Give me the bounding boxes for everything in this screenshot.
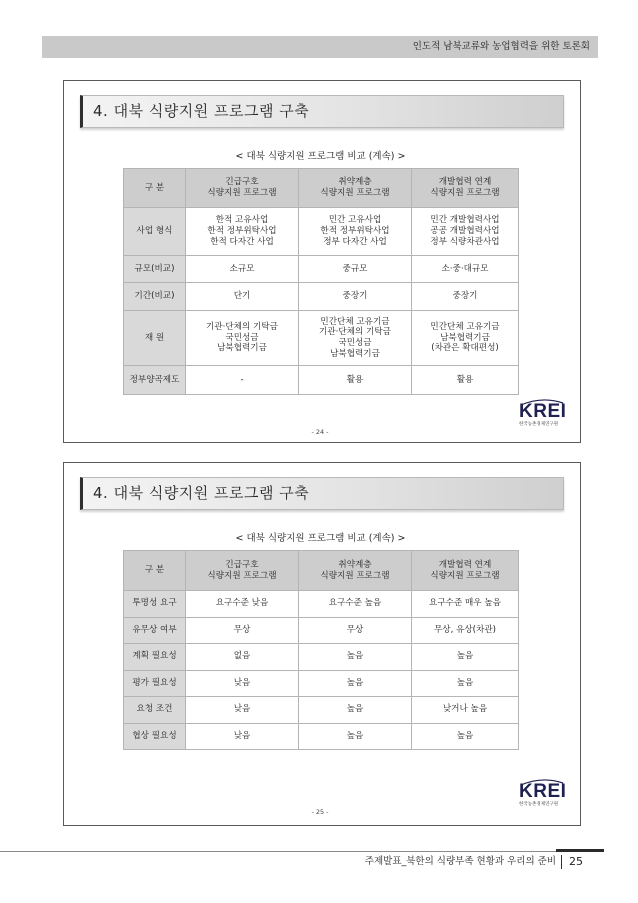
table-cell: 높음	[299, 697, 412, 724]
table-cell: 민간 개발협력사업 공공 개발협력사업 정부 식량차관사업	[412, 208, 519, 256]
table-cell: 요구수준 매우 높음	[412, 591, 519, 618]
column-header: 구 분	[124, 169, 186, 208]
row-label: 계획 필요성	[124, 644, 186, 671]
slide-page-number: - 25 -	[311, 808, 329, 816]
table-cell: 활용	[412, 366, 519, 395]
slide-title: 4. 대북 식량지원 프로그램 구축	[93, 484, 310, 502]
table-cell: 소규모	[186, 256, 299, 283]
krei-logo	[519, 782, 567, 808]
slide-title: 4. 대북 식량지원 프로그램 구축	[93, 102, 310, 120]
column-header: 긴급구호 식량지원 프로그램	[186, 169, 299, 208]
comparison-table	[123, 550, 519, 750]
logo-swoosh-icon	[519, 398, 565, 406]
comparison-table	[123, 168, 519, 395]
table-cell: 없음	[186, 644, 299, 671]
table-cell: 기관·단체의 기탁금 국민성금 남북협력기금	[186, 311, 299, 366]
table-cell: 높음	[299, 670, 412, 697]
table-header-row	[124, 169, 519, 208]
column-header: 취약계층 식량지원 프로그램	[299, 169, 412, 208]
footer-title: 주제발표_북한의 식량부족 현황과 우리의 준비	[364, 856, 556, 867]
slide-title-bar	[80, 95, 564, 128]
table-cell: 요구수준 높음	[299, 591, 412, 618]
table-cell: 높음	[299, 644, 412, 671]
column-header: 긴급구호 식량지원 프로그램	[186, 551, 299, 591]
table-row	[124, 670, 519, 697]
table-row	[124, 311, 519, 366]
table-cell: 중장기	[299, 283, 412, 311]
row-label: 기간(비교)	[124, 283, 186, 311]
column-header: 구 분	[124, 551, 186, 591]
krei-logo	[519, 402, 567, 428]
table-row	[124, 617, 519, 644]
table-cell: 낮음	[186, 723, 299, 750]
row-label: 평가 필요성	[124, 670, 186, 697]
slide-page-number: - 24 -	[311, 428, 329, 436]
table-cell: 중장기	[412, 283, 519, 311]
column-header: 개발협력 연계 식량지원 프로그램	[412, 551, 519, 591]
table-cell: 높음	[299, 723, 412, 750]
row-label: 요청 조건	[124, 697, 186, 724]
table-cell: 낮음	[186, 697, 299, 724]
row-label: 재 원	[124, 311, 186, 366]
logo-swoosh-icon	[519, 778, 565, 786]
table-row	[124, 366, 519, 395]
table-row	[124, 591, 519, 618]
row-label: 정부양곡제도	[124, 366, 186, 395]
logo-text: KREI	[519, 401, 567, 422]
running-header-title: 인도적 남북교류와 농업협력을 위한 토론회	[412, 41, 590, 52]
footer-page-number: 25	[569, 855, 583, 868]
table-cell: 민간 고유사업 한적 정부위탁사업 정부 다자간 사업	[299, 208, 412, 256]
table-cell: 민간단체 고유기금 기관·단체의 기탁금 국민성금 남북협력기금	[299, 311, 412, 366]
table-cell: -	[186, 366, 299, 395]
table-caption: < 대북 식량지원 프로그램 비교 (계속) >	[235, 151, 406, 162]
row-label: 규모(비교)	[124, 256, 186, 283]
table-row	[124, 283, 519, 311]
table-row	[124, 208, 519, 256]
column-header: 개발협력 연계 식량지원 프로그램	[412, 169, 519, 208]
table-cell: 높음	[412, 670, 519, 697]
logo-subtext: 한국농촌경제연구원	[519, 802, 559, 807]
row-label: 유무상 여부	[124, 617, 186, 644]
column-header: 취약계층 식량지원 프로그램	[299, 551, 412, 591]
table-cell: 소·중·대규모	[412, 256, 519, 283]
slide-title-bar	[80, 477, 564, 510]
table-caption: < 대북 식량지원 프로그램 비교 (계속) >	[235, 533, 406, 544]
table-cell: 단기	[186, 283, 299, 311]
table-cell: 활용	[299, 366, 412, 395]
row-label: 투명성 요구	[124, 591, 186, 618]
table-header-row	[124, 551, 519, 591]
footer-rule	[0, 851, 600, 852]
footer-rule-accent	[556, 849, 604, 852]
table-cell: 민간단체 고유기금 남북협력기금 (차관은 확대편성)	[412, 311, 519, 366]
table-row	[124, 256, 519, 283]
table-cell: 무상	[186, 617, 299, 644]
table-cell: 무상, 유상(차관)	[412, 617, 519, 644]
table-cell: 낮거나 높음	[412, 697, 519, 724]
table-cell: 중규모	[299, 256, 412, 283]
logo-text: KREI	[519, 781, 567, 802]
table-cell: 높음	[412, 644, 519, 671]
table-cell: 높음	[412, 723, 519, 750]
table-cell: 낮음	[186, 670, 299, 697]
table-cell: 요구수준 낮음	[186, 591, 299, 618]
footer-divider	[561, 855, 562, 869]
row-label: 사업 형식	[124, 208, 186, 256]
table-cell: 무상	[299, 617, 412, 644]
running-header-bar	[42, 36, 598, 58]
table-row	[124, 723, 519, 750]
table-row	[124, 697, 519, 724]
table-cell: 한적 고유사업 한적 정부위탁사업 한적 다자간 사업	[186, 208, 299, 256]
row-label: 협상 필요성	[124, 723, 186, 750]
table-row	[124, 644, 519, 671]
logo-subtext: 한국농촌경제연구원	[519, 422, 559, 427]
